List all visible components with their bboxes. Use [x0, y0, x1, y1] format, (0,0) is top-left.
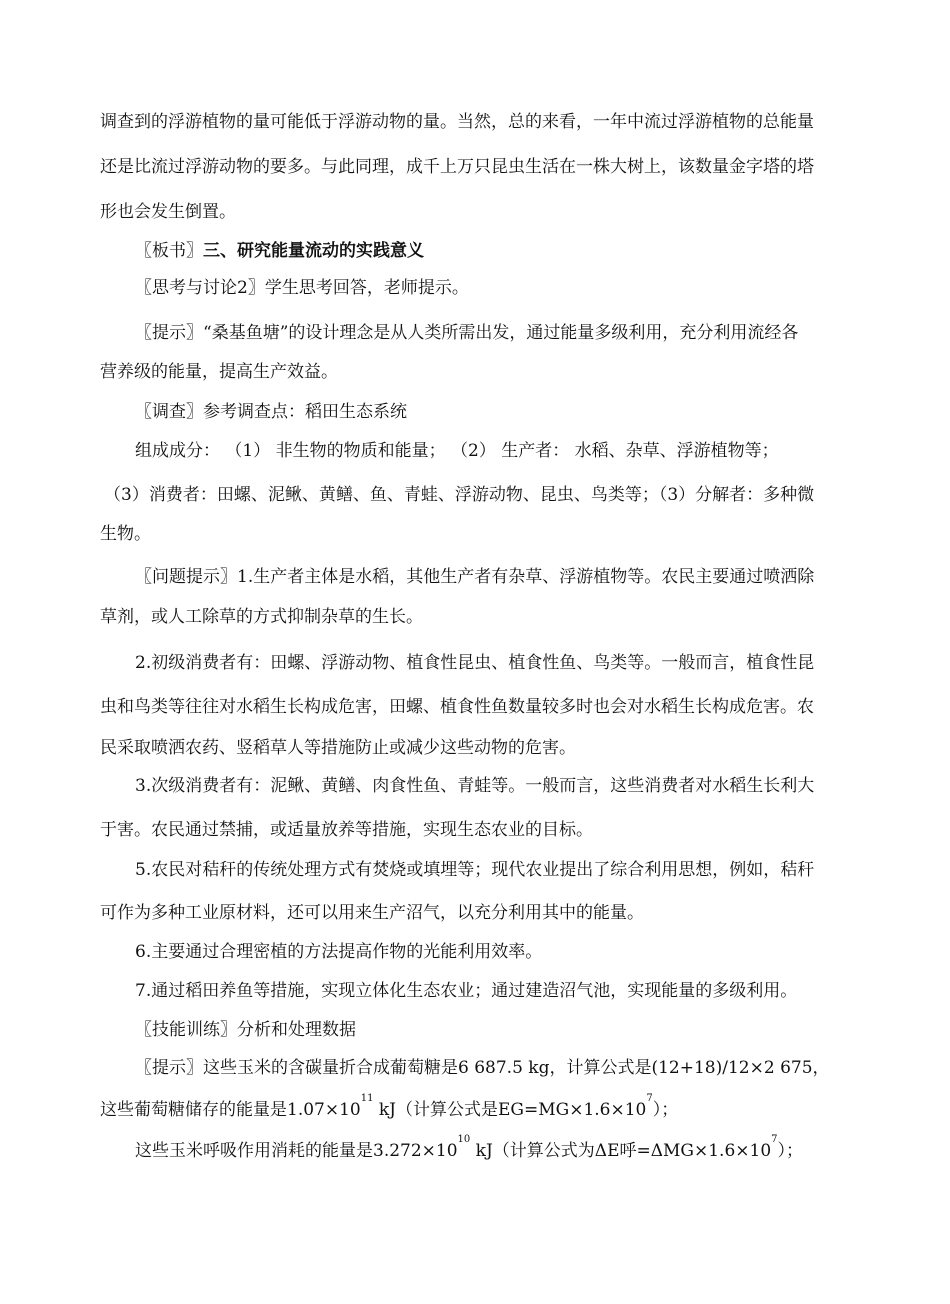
- paragraph-line: 还是比流过浮游动物的要多。与此同理，成千上万只昆虫生活在一株大树上，该数量金字塔的塔: [100, 157, 814, 177]
- answer-line: 5.农民对秸秆的传统处理方式有焚烧或填埋等；现代农业提出了综合利用思想，例如，秸秆: [135, 860, 815, 880]
- answer-line: 民采取喷洒农药、竖稻草人等措施防止或减少这些动物的危害。: [100, 738, 576, 758]
- text-segment: 这些玉米呼吸作用消耗的能量是3.272×10: [135, 1141, 458, 1161]
- board-tag: 〖板书〗: [135, 241, 203, 261]
- formula-line: [135, 1136, 803, 1161]
- composition-line: 组成成分： （1） 非生物的物质和能量； （2） 生产者： 水稻、杂草、浮游植物等；: [135, 441, 779, 461]
- board-title: 三、研究能量流动的实践意义: [203, 241, 424, 261]
- hint-line: 〖提示〗这些玉米的含碳量折合成葡萄糖是6 687.5 kg，计算公式是(12+18)/12×2 675，: [135, 1058, 830, 1078]
- question-hint-line: 草剂，或人工除草的方式抑制杂草的生长。: [100, 607, 423, 627]
- composition-line: （3）消费者：田螺、泥鳅、黄鳝、鱼、青蛙、浮游动物、昆虫、鸟类等；（3）分解者：多种微: [104, 485, 815, 505]
- text-segment: kJ（计算公式是EG=MG×1.6×10: [373, 1100, 647, 1120]
- skill-training-line: 〖技能训练〗分析和处理数据: [135, 1020, 356, 1040]
- question-hint-line: 〖问题提示〗1.生产者主体是水稻，其他生产者有杂草、浮游植物等。农民主要通过喷洒除: [135, 567, 815, 587]
- formula-line: [100, 1095, 678, 1120]
- hint-line: 〖提示〗“桑基鱼塘”的设计理念是从人类所需出发，通过能量多级利用，充分利用流经各: [135, 323, 799, 343]
- exponent: 7: [771, 1134, 778, 1145]
- text-segment: ）；: [777, 1141, 804, 1161]
- discussion-line: 〖思考与讨论2〗学生思考回答，老师提示。: [135, 278, 469, 298]
- exponent: 10: [457, 1134, 471, 1145]
- board-heading: [135, 236, 424, 261]
- exponent: 11: [360, 1093, 374, 1104]
- answer-line: 于害。农民通过禁捕，或适量放养等措施，实现生态农业的目标。: [100, 820, 593, 840]
- paragraph-line: 形也会发生倒置。: [100, 202, 236, 222]
- answer-line: 虫和鸟类等往往对水稻生长构成危害，田螺、植食性鱼数量较多时也会对水稻生长构成危害。农: [100, 697, 814, 717]
- paragraph-line: 调查到的浮游植物的量可能低于浮游动物的量。当然，总的来看，一年中流过浮游植物的总能量: [100, 112, 814, 132]
- survey-line: 〖调查〗参考调查点：稻田生态系统: [135, 402, 407, 422]
- text-segment: ）；: [652, 1100, 679, 1120]
- answer-line: 7.通过稻田养鱼等措施，实现立体化生态农业；通过建造沼气池，实现能量的多级利用。: [135, 981, 798, 1001]
- answer-line: 2.初级消费者有：田螺、浮游动物、植食性昆虫、植食性鱼、鸟类等。一般而言，植食性昆: [135, 653, 815, 673]
- text-segment: 这些葡萄糖储存的能量是1.07×10: [100, 1100, 361, 1120]
- composition-line: 生物。: [100, 524, 151, 544]
- exponent: 7: [646, 1093, 653, 1104]
- answer-line: 3.次级消费者有：泥鳅、黄鳝、肉食性鱼、青蛙等。一般而言，这些消费者对水稻生长利大: [135, 776, 815, 796]
- answer-line: 可作为多种工业原材料，还可以用来生产沼气，以充分利用其中的能量。: [100, 903, 644, 923]
- hint-line: 营养级的能量，提高生产效益。: [100, 362, 338, 382]
- answer-line: 6.主要通过合理密植的方法提高作物的光能利用效率。: [135, 942, 543, 962]
- text-segment: kJ（计算公式为ΔE呼=ΔMG×1.6×10: [470, 1141, 772, 1161]
